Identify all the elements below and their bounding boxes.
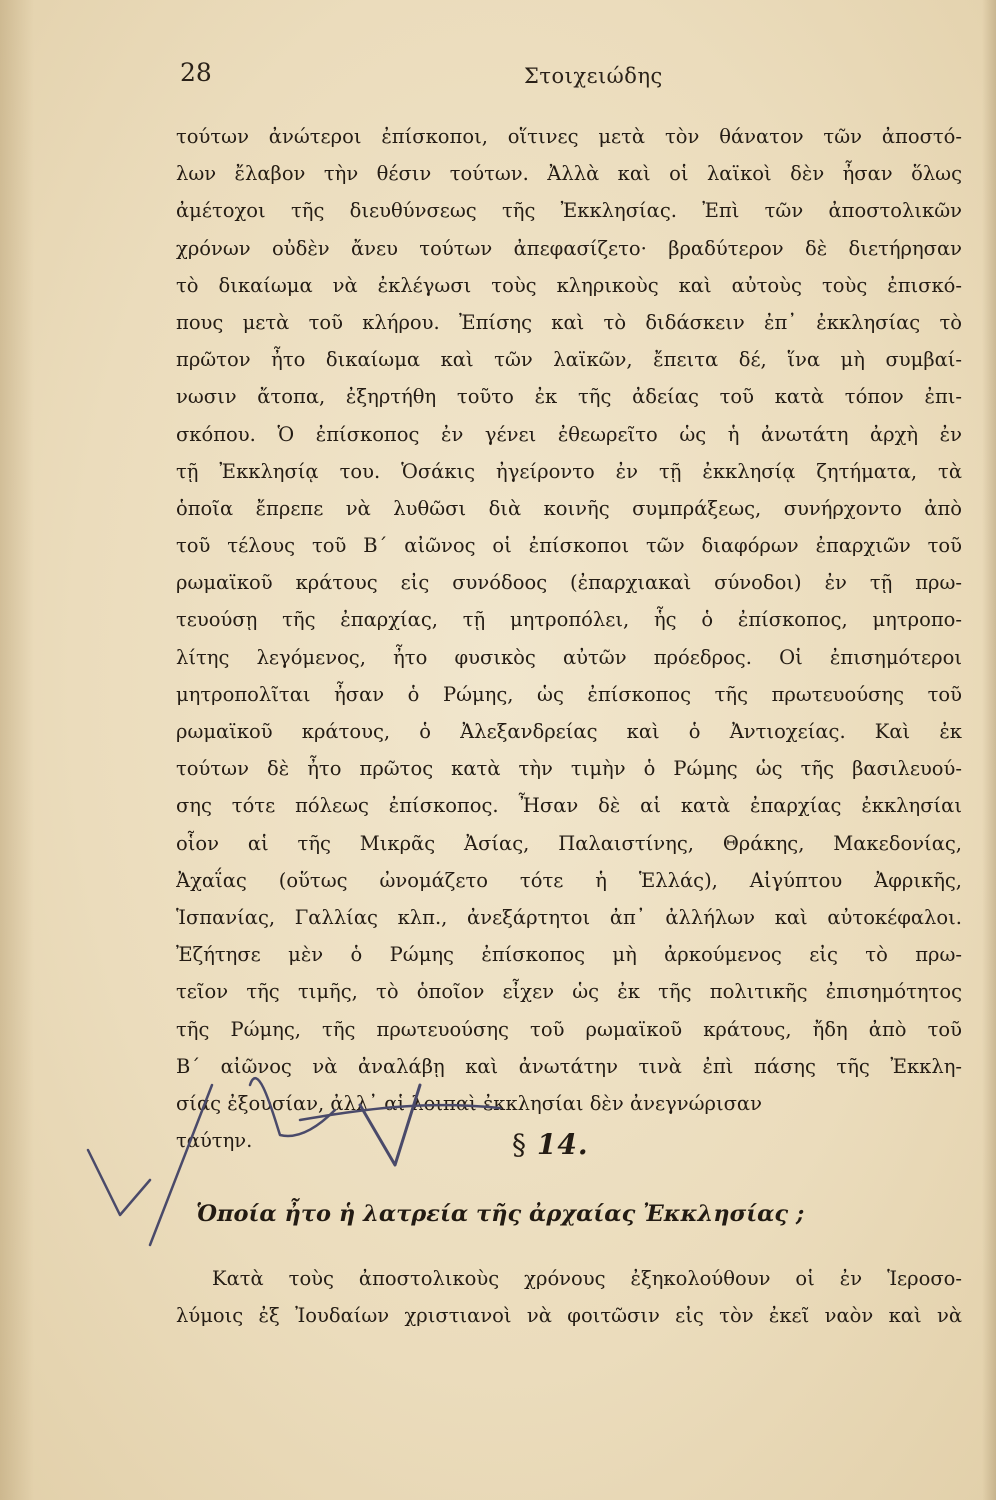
text-line: χρόνων οὐδὲν ἄνευ τούτων ἀπεφασίζετο· βραδύτερον δὲ διετήρησαν — [176, 236, 962, 260]
text-line: τῆς Ρώμης, τῆς πρωτευούσης τοῦ ρωμαϊκοῦ κράτους, ἤδη ἀπὸ τοῦ — [176, 1017, 962, 1041]
running-head — [180, 58, 976, 98]
running-title: Στοιχειώδης — [524, 64, 663, 88]
section-symbol: § — [512, 1128, 527, 1161]
text-line: λύμοις ἐξ Ἰουδαίων χριστιανοὶ νὰ φοιτῶσιν εἰς τὸν ἐκεῖ ναὸν καὶ νὰ — [176, 1304, 962, 1327]
paragraph-text — [176, 1260, 962, 1334]
section-heading: Ὁποία ἦτο ἡ λατρεία τῆς ἀρχαίας Ἐκκλησίας ; — [196, 1201, 805, 1227]
text-line: τούτων δὲ ἦτο πρῶτος κατὰ τὴν τιμὴν ὁ Ρώμης ὡς τῆς βασιλευού- — [176, 757, 962, 781]
text-line: ρωμαϊκοῦ κράτους εἰς συνόδοος (ἐπαρχιακαὶ σύνοδοι) ἐν τῇ πρω- — [176, 571, 962, 595]
text-line: πους μετὰ τοῦ κλήρου. Ἐπίσης καὶ τὸ διδάσκειν ἐπ᾽ ἐκκλησίας τὸ — [176, 310, 962, 334]
text-line: Β΄ αἰῶνος νὰ ἀναλάβῃ καὶ ἀνωτάτην τινὰ ἐπὶ πάσης τῆς Ἐκκλη- — [176, 1054, 962, 1078]
section-number — [512, 1128, 589, 1161]
text-line: τὸ δικαίωμα νὰ ἐκλέγωσι τοὺς κληρικοὺς καὶ αὐτοὺς τοὺς ἐπισκό- — [176, 273, 962, 297]
binding-shadow — [0, 0, 34, 1500]
text-line: οἷον αἱ τῆς Μικρᾶς Ἀσίας, Παλαιστίνης, Θράκης, Μακεδονίας, — [176, 831, 962, 855]
text-line: σης τότε πόλεως ἐπίσκοπος. Ἦσαν δὲ αἱ κατὰ ἐπαρχίας ἐκκλησίαι — [176, 794, 962, 818]
text-line: λων ἔλαβον τὴν θέσιν τούτων. Ἀλλὰ καὶ οἱ λαϊκοὶ δὲν ἦσαν ὅλως — [176, 162, 962, 186]
text-line: λίτης λεγόμενος, ἦτο φυσικὸς αὐτῶν πρόεδρος. Οἱ ἐπισημότεροι — [176, 645, 962, 669]
text-line: τῇ Ἐκκλησίᾳ του. Ὁσάκις ἠγείροντο ἐν τῇ ἐκκλησίᾳ ζητήματα, τὰ — [176, 459, 962, 483]
text-line: σίας ἐξουσίαν, ἀλλ᾽ αἱ λοιπαὶ ἐκκλησίαι δὲν ἀνεγνώρισαν — [176, 1091, 762, 1115]
text-line: πρῶτον ἦτο δικαίωμα καὶ τῶν λαϊκῶν, ἔπειτα δέ, ἵνα μὴ συμβαί- — [176, 348, 962, 372]
text-line: μητροπολῖται ἦσαν ὁ Ρώμης, ὡς ἐπίσκοπος τῆς πρωτευούσης τοῦ — [176, 682, 962, 706]
pen-stroke-left-check — [88, 1150, 150, 1215]
page-edge-shadow — [982, 0, 996, 1500]
text-line: τοῦ τέλους τοῦ Β΄ αἰῶνος οἱ ἐπίσκοποι τῶν διαφόρων ἐπαρχιῶν τοῦ — [176, 534, 962, 558]
text-line: ταύτην. — [176, 1129, 253, 1153]
text-line: Κατὰ τοὺς ἀποστολικοὺς χρόνους ἐξηκολούθουν οἱ ἐν Ἱεροσο- — [212, 1267, 962, 1290]
section-number-value: 14. — [536, 1128, 589, 1161]
page-number: 28 — [180, 58, 212, 87]
text-line: τούτων ἀνώτεροι ἐπίσκοποι, οἵτινες μετὰ τὸν θάνατον τῶν ἀποστό- — [176, 125, 962, 148]
text-line: νωσιν ἄτοπα, ἐξηρτήθη τοῦτο ἐκ τῆς ἀδείας τοῦ κατὰ τόπον ἐπι- — [176, 385, 962, 409]
text-line: Ἱσπανίας, Γαλλίας κλπ., ἀνεξάρτητοι ἀπ᾽ ἀλλήλων καὶ αὐτοκέφαλοι. — [176, 905, 962, 929]
text-line: τεῖον τῆς τιμῆς, τὸ ὁποῖον εἶχεν ὡς ἐκ τῆς πολιτικῆς ἐπισημότητος — [176, 980, 962, 1004]
text-line: σκόπου. Ὁ ἐπίσκοπος ἐν γένει ἐθεωρεῖτο ὡς ἡ ἀνωτάτη ἀρχὴ ἐν — [176, 422, 962, 446]
text-line: ρωμαϊκοῦ κράτους, ὁ Ἀλεξανδρείας καὶ ὁ Ἀντιοχείας. Καὶ ἐκ — [176, 720, 962, 743]
text-line: ἀμέτοχοι τῆς διευθύνσεως τῆς Ἐκκλησίας. Ἐπὶ τῶν ἀποστολικῶν — [176, 199, 962, 223]
text-line: ὁποῖα ἔπρεπε νὰ λυθῶσι διὰ κοινῆς συμπράξεως, συνήρχοντο ἀπὸ — [176, 496, 962, 520]
text-line: Ἐζήτησε μὲν ὁ Ρώμης ἐπίσκοπος μὴ ἀρκούμενος εἰς τὸ πρω- — [176, 943, 962, 967]
body-text — [176, 118, 962, 1159]
text-line: Ἀχαΐας (οὕτως ὠνομάζετο τότε ἡ Ἑλλάς), Αἰγύπτου Ἀφρικῆς, — [176, 868, 962, 892]
text-line: τευούσῃ τῆς ἐπαρχίας, τῇ μητροπόλει, ἧς ὁ ἐπίσκοπος, μητροπο- — [176, 608, 962, 632]
